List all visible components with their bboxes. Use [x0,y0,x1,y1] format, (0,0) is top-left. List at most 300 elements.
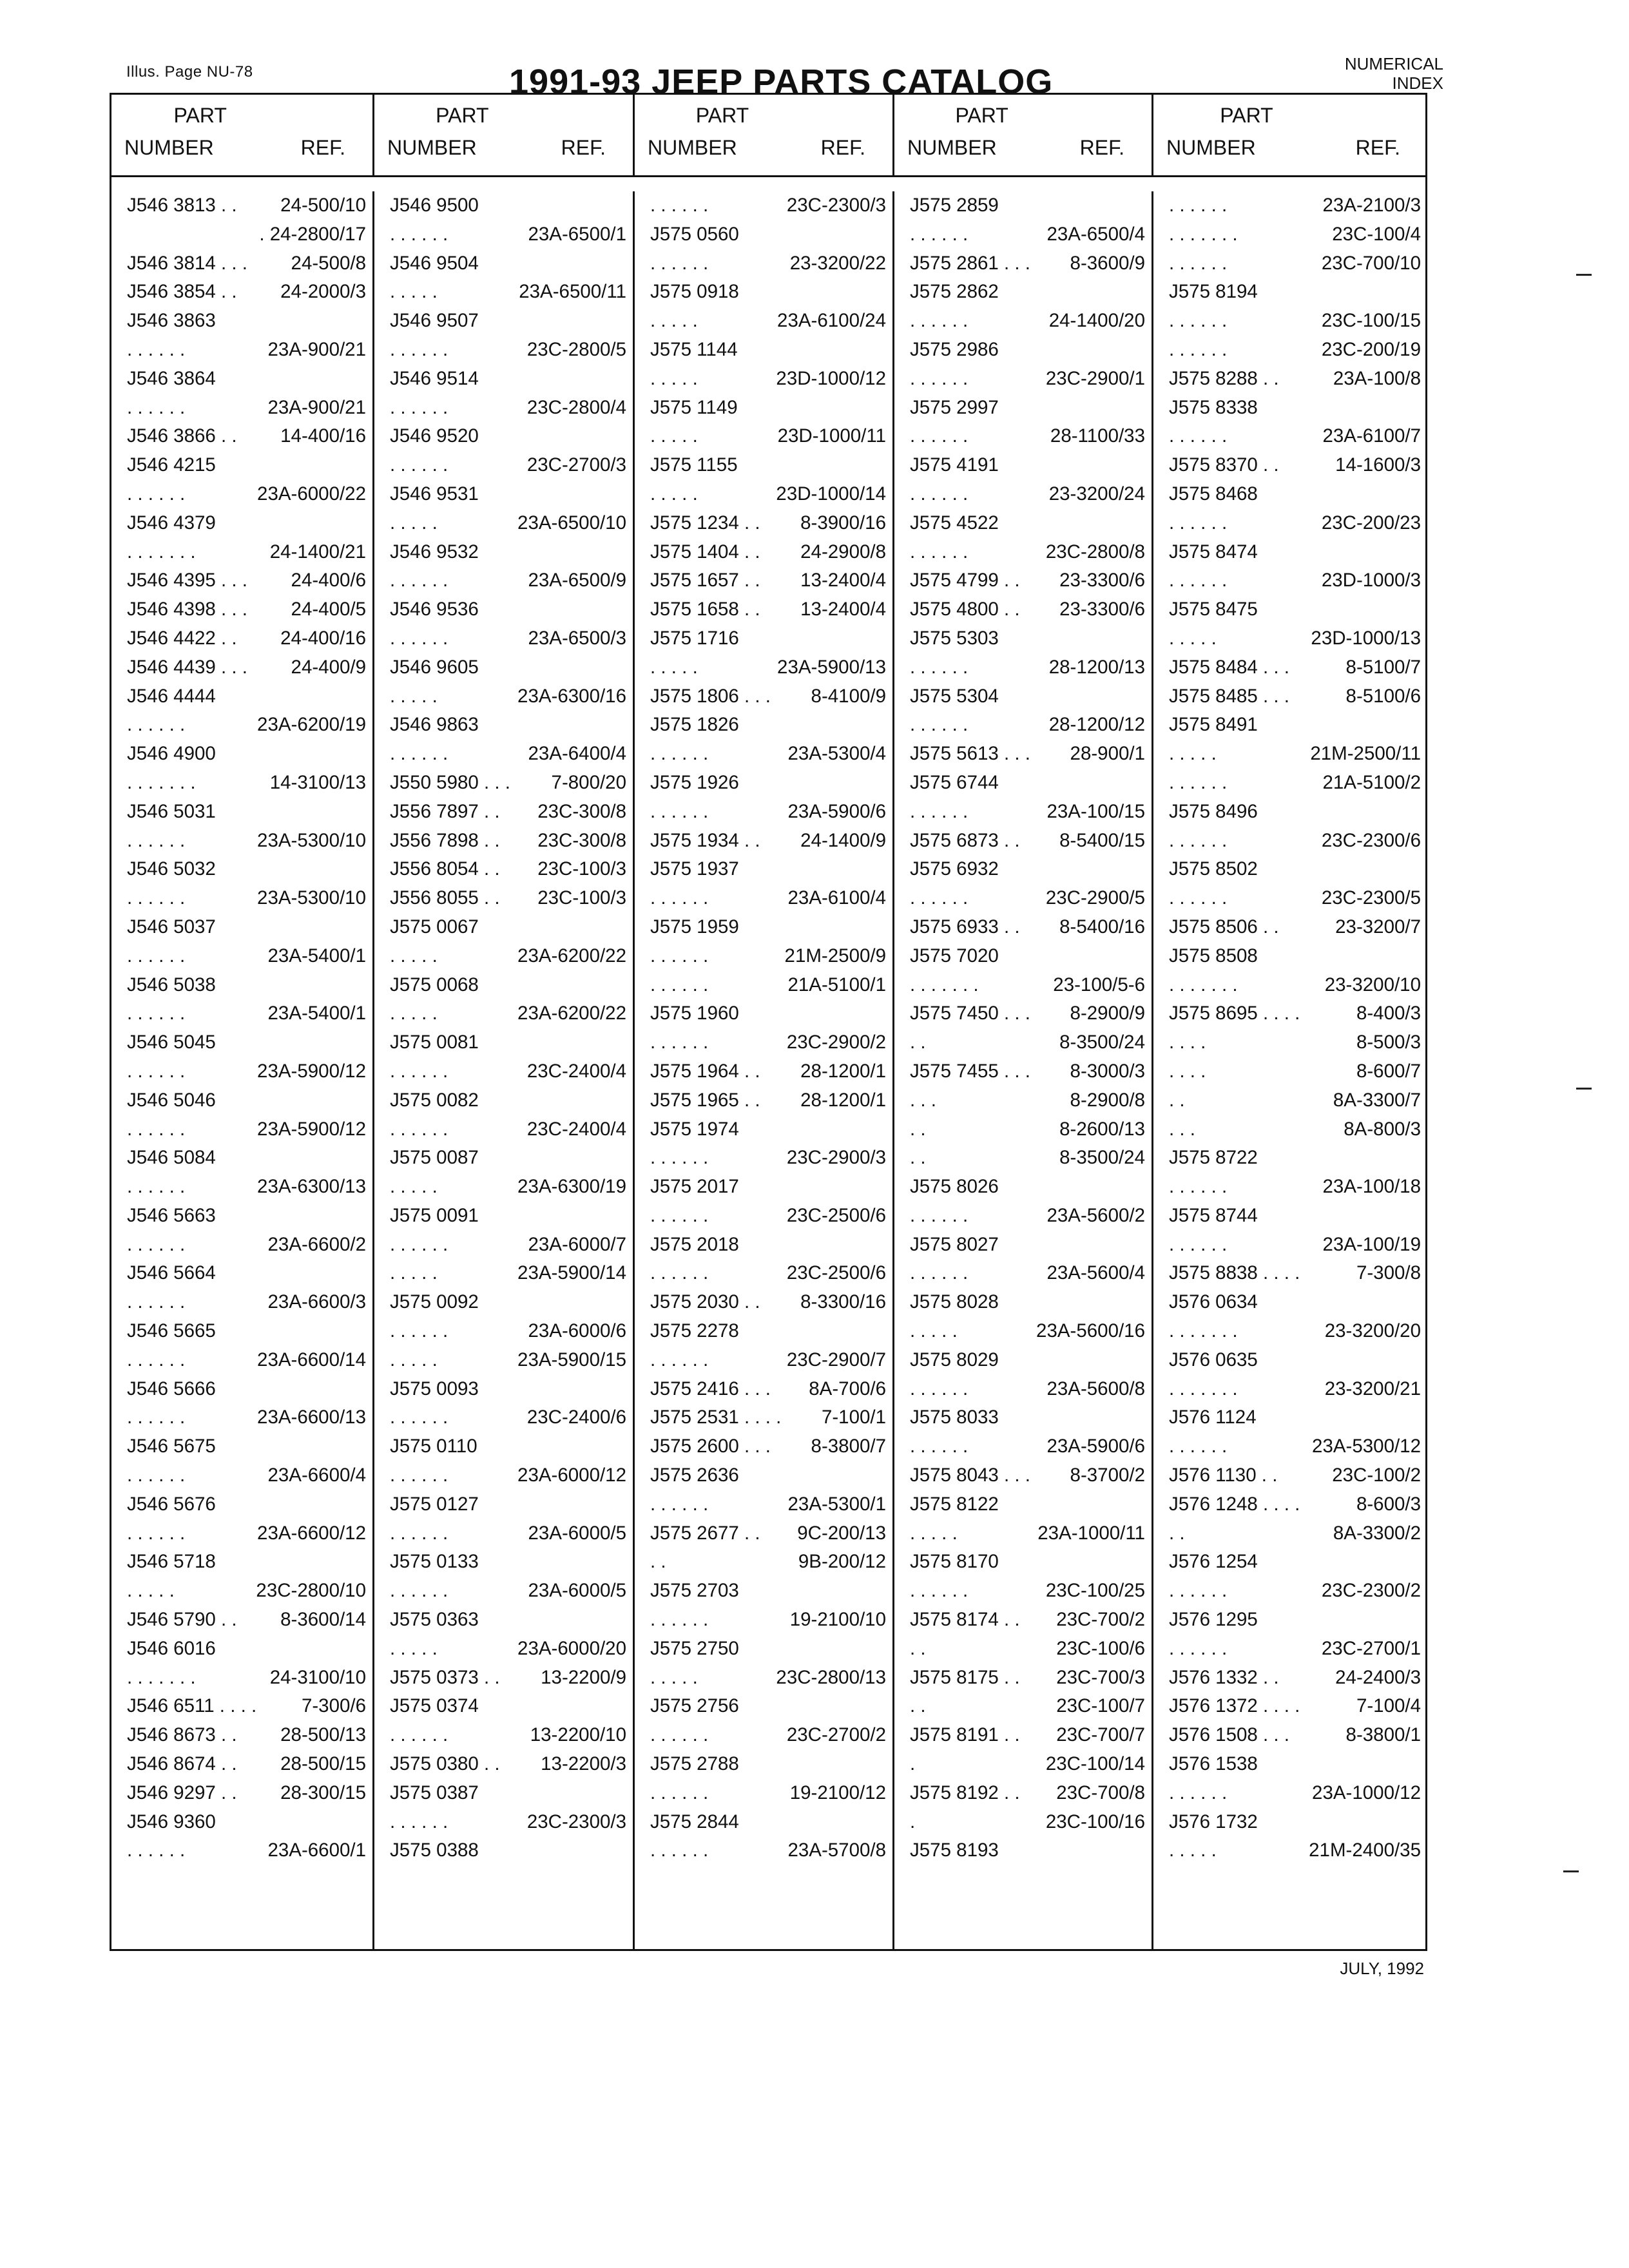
reference: 24-1400/9 [800,829,886,851]
index-entry [374,1202,633,1231]
part-number: . . . . . [390,945,438,966]
part-number: . . . . [1169,1060,1206,1082]
part-number: . . . . . . [390,1724,448,1746]
reference: 23A-5900/15 [517,1349,626,1370]
index-entry [374,999,633,1028]
index-entry [111,1403,372,1432]
part-number: J575 8193 [910,1840,999,1861]
reference: 23A-5700/8 [787,1840,886,1861]
part-number: J575 0081 [390,1032,479,1053]
index-column-3 [635,191,894,1949]
index-entry [635,1259,892,1288]
part-number: . . . . . . [1169,1233,1228,1255]
part-number: J546 3814 . . . [127,252,247,274]
index-entry [894,220,1152,249]
index-entry [374,1779,633,1808]
part-number: J575 2017 [650,1176,739,1198]
index-entry [635,538,892,567]
index-entry [374,365,633,394]
index-entry [894,1115,1152,1144]
index-entry [111,1721,372,1750]
reference: 28-1200/1 [800,1060,886,1082]
index-entry [635,1317,892,1346]
index-entry [111,1692,372,1721]
index-entry [1153,307,1427,336]
reference: 23C-2500/6 [786,1204,886,1226]
part-number: . . . . . . [127,1291,186,1313]
reference: 23C-2500/6 [786,1262,886,1284]
reference: 24-500/10 [280,195,366,216]
reference: 7-300/8 [1356,1262,1421,1284]
part-number: J546 5032 [127,858,216,880]
index-entry [111,971,372,1000]
index-entry [635,1606,892,1635]
reference: 23A-6000/7 [528,1233,626,1255]
reference: 28-1200/1 [800,1089,886,1111]
reference: 23A-6000/5 [528,1580,626,1602]
index-entry [111,365,372,394]
index-entry [1153,1836,1427,1865]
reference: 28-1200/13 [1048,656,1145,678]
reference: 23D-1000/11 [777,425,886,447]
part-number: . . . . . . [1169,425,1228,447]
index-entry [635,1057,892,1086]
part-number: J556 8055 . . [390,887,500,909]
part-number: J575 2703 [650,1580,739,1602]
part-number: J575 7455 . . . [910,1060,1030,1082]
reference: 23A-5900/12 [257,1060,366,1082]
part-number: J575 2859 [910,195,999,216]
index-entry [894,798,1152,827]
part-number: . . . . . [390,1262,438,1284]
reference: 7-300/6 [301,1695,366,1717]
part-number: . . . . . . [910,1378,969,1399]
part-number: . . . . . [650,367,698,389]
reference: 24-2900/8 [800,541,886,562]
reference: 23A-6500/9 [528,570,626,591]
index-entry [894,1086,1152,1115]
index-entry [894,1692,1152,1721]
index-entry [1153,394,1427,423]
index-entry [894,1635,1152,1664]
part-number: J575 8026 [910,1176,999,1198]
index-entry [635,191,892,220]
reference: 23C-200/23 [1321,512,1421,533]
part-number: . . . . . . [390,743,448,765]
index-entry [374,394,633,423]
index-entry [894,682,1152,711]
part-number: . . . . . . [910,425,969,447]
index-entry [111,855,372,884]
footer-date: JULY, 1992 [1340,1959,1424,1978]
reference: 8-500/3 [1356,1032,1421,1053]
reference: 23A-5600/8 [1046,1378,1145,1399]
part-number: . . . . . . [650,1724,709,1746]
index-entry [374,1403,633,1432]
reference: 23C-700/3 [1056,1666,1145,1688]
index-entry [894,1288,1152,1317]
part-number: J546 4379 [127,512,216,533]
reference: 23A-6600/4 [267,1465,366,1486]
part-number: J576 0634 [1169,1291,1258,1313]
part-number: J575 0092 [390,1291,479,1313]
part-number: . . . . . . [650,1493,709,1515]
index-entry [1153,278,1427,307]
part-number: . . . . . [650,483,698,505]
index-entry [111,1202,372,1231]
index-entry [635,336,892,365]
index-entry [635,566,892,595]
part-number: . . . . . . [910,1436,969,1457]
index-entry [374,509,633,538]
index-entry [374,1808,633,1837]
reference: 23C-2800/10 [256,1580,366,1602]
part-number: J575 0388 [390,1840,479,1861]
part-number: J546 9531 [390,483,479,505]
index-entry [1153,1403,1427,1432]
part-number: J546 5675 [127,1436,216,1457]
index-entry [1153,509,1427,538]
part-number: . . . . . . [910,800,969,822]
reference: 8-5100/6 [1345,685,1421,707]
part-number: J546 9507 [390,310,479,332]
part-number: . . . . . . [650,1349,709,1370]
reference: 28-300/15 [280,1782,366,1803]
index-entry [1153,1288,1427,1317]
part-number: . . . . . . [1169,771,1228,793]
reference: 23A-100/18 [1322,1176,1421,1198]
index-entry [1153,999,1427,1028]
index-entry [1153,1577,1427,1606]
part-number: J575 8174 . . [910,1609,1020,1631]
reference: 19-2100/12 [789,1782,886,1803]
index-entry [894,884,1152,913]
reference: 24-400/5 [291,599,366,620]
part-number: J575 6933 . . [910,916,1020,937]
index-entry [374,913,633,942]
part-number: J575 8170 [910,1551,999,1573]
part-number: . . . . . . [1169,1436,1228,1457]
index-entry [111,624,372,653]
index-column-2 [374,191,635,1949]
index-entry [635,884,892,913]
reference: 23A-100/8 [1333,367,1421,389]
reference: 23C-700/7 [1056,1724,1145,1746]
header-ref: REF. [561,136,606,159]
index-entry [111,1461,372,1490]
part-number: . . . . . [127,1580,175,1602]
index-entry [894,740,1152,769]
part-number: J575 6744 [910,771,999,793]
index-entry [111,595,372,624]
part-number: . [910,1811,916,1832]
index-entry [1153,827,1427,856]
part-number: J575 1926 [650,771,739,793]
index-entry [894,336,1152,365]
index-entry [635,1144,892,1173]
index-entry [111,999,372,1028]
part-number: J556 7898 . . [390,829,500,851]
part-number: . . . . . . [390,396,448,418]
index-entry [111,1115,372,1144]
margin-tick [1563,1870,1579,1872]
part-number: . . . . . . [910,483,969,505]
part-number: J576 1508 . . . [1169,1724,1289,1746]
part-number: . . . . . [1169,627,1217,649]
reference: 23C-2300/3 [786,195,886,216]
part-number: J576 1130 . . [1169,1465,1278,1486]
reference: 19-2100/10 [789,1609,886,1631]
reference: 23A-6600/12 [257,1522,366,1544]
part-number: J575 2997 [910,396,999,418]
index-entry [374,566,633,595]
part-number: J575 0560 [650,223,739,245]
part-number: J575 0918 [650,281,739,303]
index-entry [635,1490,892,1519]
part-number: J546 4439 . . . [127,656,247,678]
index-entry [111,1432,372,1461]
part-number: J546 8674 . . [127,1753,237,1775]
index-entry [374,307,633,336]
index-entry [1153,1317,1427,1346]
reference: 23C-2700/3 [526,454,626,476]
part-number: . . . . . [390,512,438,533]
index-entry [1153,682,1427,711]
index-entry [894,1028,1152,1057]
part-number: J546 3863 [127,310,216,332]
reference: 8-3500/24 [1059,1147,1145,1169]
part-number: J546 3813 . . [127,195,237,216]
reference: 13-2200/10 [530,1724,626,1746]
part-number: . . . . . [1169,743,1217,765]
index-entry [111,1750,372,1779]
part-number: J575 2278 [650,1320,739,1342]
reference: 23A-900/21 [267,338,366,360]
index-entry [1153,624,1427,653]
part-number: J575 0374 [390,1695,479,1717]
index-entry [894,624,1152,653]
reference: 23A-5600/16 [1036,1320,1145,1342]
index-label [1315,54,1443,93]
reference: 23A-6100/4 [787,887,886,909]
reference: 23C-100/3 [537,887,626,909]
index-entry [374,827,633,856]
reference: 13-2400/4 [800,570,886,591]
column-header-5 [1153,95,1427,177]
part-number: . . . . . . [390,1320,448,1342]
index-entry [894,365,1152,394]
part-number: J546 3866 . . [127,425,237,447]
index-entry [1153,1490,1427,1519]
index-entry [635,1577,892,1606]
part-number: . . . . . [390,1349,438,1370]
reference: 23A-5900/14 [517,1262,626,1284]
part-number: . . . . . [650,425,698,447]
part-number: J546 5046 [127,1089,216,1111]
part-number: J575 8191 . . [910,1724,1020,1746]
header-part: PART [436,104,489,127]
reference: 24-400/16 [280,627,366,649]
reference: 21M-2500/9 [784,945,886,966]
reference: 23C-2400/6 [526,1407,626,1428]
index-entry [111,191,372,220]
reference: 23A-5600/4 [1046,1262,1145,1284]
index-entry [374,1692,633,1721]
part-number: J576 1538 [1169,1753,1258,1775]
reference: 23C-2800/8 [1045,541,1145,562]
part-number: . . . . . . [390,570,448,591]
part-number: . . . . . [390,685,438,707]
part-number: J575 0373 . . [390,1666,500,1688]
reference: 21A-5100/2 [1322,771,1421,793]
part-number: J575 0067 [390,916,479,937]
part-number: . . . . . [390,281,438,303]
part-number: . . . . . . [390,223,448,245]
part-number: . . . . . . . [1169,1320,1238,1342]
index-entry [894,1173,1152,1202]
part-number: J546 9605 [390,656,479,678]
illus-page-label: Illus. Page NU-78 [126,63,253,81]
part-number: . . . . . . [1169,310,1228,332]
part-number: . . . . . . [910,541,969,562]
part-number: . . . . . [910,1320,958,1342]
reference: 23C-700/2 [1056,1609,1145,1631]
index-entry [1153,769,1427,798]
part-number: . . . . . . [127,483,186,505]
reference: 28-500/13 [280,1724,366,1746]
index-entry [374,769,633,798]
reference: 23-3200/22 [789,252,886,274]
reference: 14-1600/3 [1335,454,1421,476]
index-entry [894,1375,1152,1404]
part-number: J575 0380 . . [390,1753,500,1775]
part-number: . . . . . . [127,1003,186,1024]
part-number: . . . . . . [390,1811,448,1832]
part-number: . . . . . . [127,829,186,851]
part-number: J550 5980 . . . [390,771,510,793]
part-number: J556 7897 . . [390,800,500,822]
part-number: . . . . . . [1169,338,1228,360]
index-entry [1153,1635,1427,1664]
reference: 23C-2800/5 [526,338,626,360]
index-entry [1153,653,1427,682]
part-number: . . . . . . [127,1233,186,1255]
reference: 28-1100/33 [1050,425,1145,447]
index-label-line2: INDEX [1392,73,1443,93]
index-entry [635,827,892,856]
index-entry [894,1461,1152,1490]
index-entry [374,1288,633,1317]
reference: 23A-5900/12 [257,1118,366,1140]
reference: 23D-1000/3 [1321,570,1421,591]
index-entry [894,1259,1152,1288]
part-number: . . . . . . [910,310,969,332]
part-number: J575 1960 [650,1003,739,1024]
index-entry [894,595,1152,624]
index-entry [111,1231,372,1260]
part-number: J575 8474 [1169,541,1258,562]
reference: 23C-100/2 [1332,1465,1421,1486]
reference: 23A-6600/1 [267,1840,366,1861]
index-entry [1153,1432,1427,1461]
index-entry [1153,1115,1427,1144]
part-number: . . . . . . [127,338,186,360]
reference: 23A-6000/12 [517,1465,626,1486]
index-entry [894,913,1152,942]
part-number: J575 8029 [910,1349,999,1370]
part-number: . . . . . . [127,396,186,418]
part-number: J575 8192 . . [910,1782,1020,1803]
part-number: J576 1295 [1169,1609,1258,1631]
part-number: . . . . . . [910,1580,969,1602]
part-number: J546 9520 [390,425,479,447]
index-entry [111,769,372,798]
reference: 7-800/20 [551,771,626,793]
reference: 23C-100/15 [1321,310,1421,332]
part-number: J575 2756 [650,1695,739,1717]
part-number: . . . . . . [1169,1637,1228,1659]
index-entry [635,1808,892,1837]
part-number: . . . . . [390,1176,438,1198]
index-entry [1153,1808,1427,1837]
index-entry [635,509,892,538]
part-number: . . . . . . [127,1522,186,1544]
reference: 23C-700/10 [1321,252,1421,274]
header-part: PART [1220,104,1273,127]
header-number: NUMBER [124,136,214,159]
index-entry [635,365,892,394]
index-entry [111,278,372,307]
reference: 23C-2800/4 [526,396,626,418]
part-number: J546 5038 [127,974,216,995]
part-number: J546 4900 [127,743,216,765]
part-number: J575 8027 [910,1233,999,1255]
part-number: . . . . . [390,1637,438,1659]
part-number: . . . . . . [910,367,969,389]
index-entry [374,1231,633,1260]
reference: 23C-2900/2 [786,1032,886,1053]
index-entry [1153,1231,1427,1260]
index-entry [894,480,1152,509]
reference: 23C-2900/5 [1045,887,1145,909]
reference: 23C-2900/1 [1045,367,1145,389]
part-number: J575 1826 [650,714,739,736]
part-number: . . . . . . [390,1233,448,1255]
part-number: . . . . . . [910,1204,969,1226]
reference: 23A-6100/7 [1322,425,1421,447]
index-entry [894,999,1152,1028]
part-number: J575 8475 [1169,599,1258,620]
part-number: . . . . . [1169,1840,1217,1861]
part-number: . . . . . . [910,1262,969,1284]
index-entry [894,249,1152,278]
header-ref: REF. [1079,136,1124,159]
part-number: . . . . . . . [910,974,979,995]
part-number: J575 8506 . . [1169,916,1279,937]
index-entry [111,653,372,682]
reference: 23C-100/3 [537,858,626,880]
header-number: NUMBER [907,136,997,159]
index-entry [635,1664,892,1693]
part-number: J575 5303 [910,627,999,649]
part-number: J575 8838 . . . . [1169,1262,1300,1284]
part-number: J575 7020 [910,945,999,966]
reference: 23C-100/14 [1045,1753,1145,1775]
index-entry [374,884,633,913]
reference: 13-2400/4 [800,599,886,620]
index-entry [374,1375,633,1404]
part-number: . . . . . [650,656,698,678]
